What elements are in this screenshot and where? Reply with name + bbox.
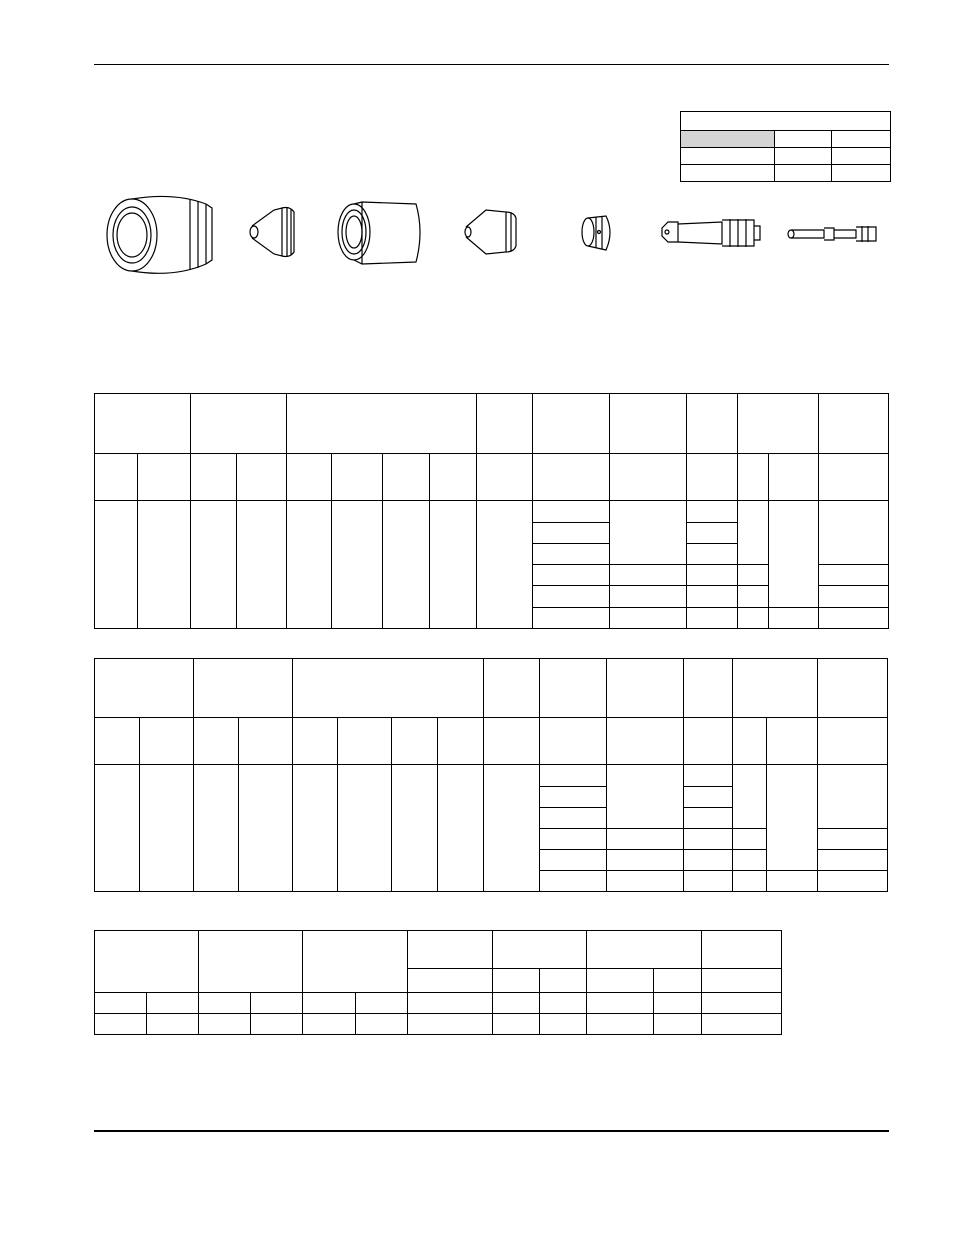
table-b-cell	[95, 765, 140, 892]
table-a-cell	[191, 501, 237, 629]
key-table-cell	[832, 131, 890, 147]
table-a-cell	[533, 543, 610, 564]
table-c-cell	[587, 993, 654, 1014]
table-c-header-cell	[408, 931, 493, 969]
table-c-cell	[540, 1014, 587, 1035]
table-c-cell	[303, 993, 356, 1014]
table-a-cell	[332, 501, 383, 629]
table-a-cell	[533, 607, 610, 628]
table-b-cell	[817, 870, 887, 891]
table-c-header-row-1	[95, 931, 782, 969]
table-c-subheader-cell	[654, 969, 702, 993]
table-b-cell	[732, 765, 766, 828]
table-a-cell	[610, 565, 687, 586]
table-a-cell	[610, 586, 687, 607]
table-c-cell	[251, 993, 303, 1014]
table-a-subheader-cell	[191, 453, 237, 501]
table-a-cell	[138, 501, 191, 629]
table-b-cell	[540, 765, 606, 786]
table-b-cell	[293, 765, 338, 892]
table-a-cell	[383, 501, 430, 629]
shield-drawing	[107, 196, 212, 273]
water-tube-drawing	[788, 226, 876, 242]
table-c-cell	[702, 1014, 782, 1035]
table-c-cell	[147, 993, 199, 1014]
table-a-subheader-cell	[738, 453, 769, 501]
table-a-header-cell	[687, 394, 738, 454]
table-c-subheader-cell	[540, 969, 587, 993]
key-table-cell-shaded	[681, 131, 775, 147]
table-b-header-cell	[732, 659, 817, 718]
table-a-cell	[819, 501, 889, 565]
table-b-cell	[683, 849, 732, 870]
table-c-cell	[356, 993, 408, 1014]
table-b-header-cell	[293, 659, 484, 718]
table-c-header-cell	[702, 931, 782, 969]
retaining-cap-drawing	[338, 202, 420, 264]
table-b-subheader-cell	[732, 718, 766, 765]
header-rule	[94, 64, 889, 65]
table-c-cell	[654, 993, 702, 1014]
key-table-cell	[681, 148, 775, 164]
table-a-subheader-cell	[287, 453, 332, 501]
swirl-ring-drawing	[582, 216, 610, 250]
table-c-subheader-cell	[493, 969, 540, 993]
table-c-header-cell	[493, 931, 587, 969]
table-b-subheader-cell	[817, 718, 887, 765]
table-b-subheader-cell	[239, 718, 293, 765]
table-b-subheader-cell	[95, 718, 140, 765]
table-b-cell	[540, 828, 606, 849]
table-b-subheader-cell	[293, 718, 338, 765]
table-a-subheader-cell	[610, 453, 687, 501]
table-a-cell	[95, 501, 138, 629]
table-a-subheader-cell	[95, 453, 138, 501]
table-b-header-row-1	[95, 659, 888, 718]
key-table-title-row	[681, 112, 890, 131]
cut-chart-table-a	[94, 393, 889, 629]
table-a-subheader-cell	[769, 453, 819, 501]
table-a-header-cell	[477, 394, 533, 454]
table-a-subheader-cell	[477, 453, 533, 501]
table-a-cell	[533, 522, 610, 543]
table-c-header-cell	[95, 931, 199, 993]
table-c-cell	[95, 993, 147, 1014]
table-a-subheader-cell	[237, 453, 287, 501]
key-table-row	[681, 165, 890, 182]
table-b-cell	[194, 765, 239, 892]
nozzle-retaining-cap-drawing	[250, 207, 294, 257]
electrode-drawing	[662, 219, 760, 247]
table-c-cell	[95, 1014, 147, 1035]
table-a-cell	[738, 586, 769, 607]
table-a-cell	[687, 607, 738, 628]
table-a-subheader-cell	[332, 453, 383, 501]
table-b-cell	[606, 828, 683, 849]
table-b-subheader-cell	[683, 718, 732, 765]
table-a-header-cell	[819, 394, 889, 454]
table-b-header-cell	[683, 659, 732, 718]
table-a-subheader-cell	[383, 453, 430, 501]
table-b-cell	[766, 870, 817, 891]
table-b-row	[95, 765, 888, 786]
table-b-subheader-cell	[194, 718, 239, 765]
footer-rule	[94, 1130, 889, 1132]
table-b-cell	[683, 807, 732, 828]
table-a-cell	[687, 543, 738, 564]
table-a-header-cell	[95, 394, 191, 454]
table-a-cell	[533, 586, 610, 607]
consumables-figure	[94, 188, 894, 283]
table-c-cell	[356, 1014, 408, 1035]
table-c-cell	[587, 1014, 654, 1035]
table-b-cell	[392, 765, 438, 892]
table-c-cell	[408, 1014, 493, 1035]
table-a-subheader-cell	[687, 453, 738, 501]
table-b-cell	[732, 870, 766, 891]
table-a-header-cell	[533, 394, 610, 454]
key-table-cell	[832, 148, 890, 164]
table-b-cell	[732, 828, 766, 849]
table-c-header-cell	[303, 931, 408, 993]
table-b-header-cell	[817, 659, 887, 718]
table-b-cell	[140, 765, 194, 892]
table-a-cell	[430, 501, 477, 629]
cut-chart-table-b	[94, 658, 888, 892]
table-a-cell	[687, 586, 738, 607]
table-b-cell	[606, 870, 683, 891]
table-c-row	[95, 993, 782, 1014]
table-b-subheader-cell	[766, 718, 817, 765]
table-a-header-row-2	[95, 453, 889, 501]
table-a-cell	[610, 607, 687, 628]
table-a-cell	[533, 501, 610, 522]
table-a-cell	[287, 501, 332, 629]
table-a-subheader-cell	[138, 453, 191, 501]
table-c-cell	[654, 1014, 702, 1035]
key-table-cell	[775, 148, 832, 164]
table-c-subheader-cell	[702, 969, 782, 993]
table-a-cell	[687, 522, 738, 543]
key-table-cell	[775, 165, 832, 182]
table-a-cell	[769, 501, 819, 607]
key-table	[680, 111, 891, 182]
table-b-cell	[766, 765, 817, 870]
table-b-subheader-cell	[438, 718, 484, 765]
table-b-subheader-cell	[140, 718, 194, 765]
table-b-subheader-cell	[606, 718, 683, 765]
table-b-cell	[540, 807, 606, 828]
table-a-cell	[237, 501, 287, 629]
table-b-header-cell	[194, 659, 293, 718]
table-b-cell	[438, 765, 484, 892]
table-a-subheader-cell	[430, 453, 477, 501]
key-table-row	[681, 148, 890, 165]
key-table-cell	[775, 131, 832, 147]
table-c-cell	[493, 1014, 540, 1035]
table-b-cell	[540, 849, 606, 870]
table-b-cell	[817, 849, 887, 870]
table-b-header-cell	[95, 659, 194, 718]
table-a-cell	[687, 565, 738, 586]
table-c-cell	[147, 1014, 199, 1035]
table-c-cell	[408, 993, 493, 1014]
table-b-cell	[540, 870, 606, 891]
table-a-subheader-cell	[533, 453, 610, 501]
table-a-cell	[610, 501, 687, 565]
key-table-cell	[832, 165, 890, 182]
table-c-cell	[493, 993, 540, 1014]
table-a-cell	[819, 565, 889, 586]
table-b-subheader-cell	[338, 718, 392, 765]
table-b-cell	[338, 765, 392, 892]
key-table-cell	[681, 165, 775, 182]
table-a-header-cell	[738, 394, 819, 454]
table-b-cell	[732, 849, 766, 870]
key-table-row	[681, 131, 890, 148]
table-a-cell	[819, 607, 889, 628]
table-b-cell	[683, 828, 732, 849]
table-a-cell	[769, 607, 819, 628]
table-a-cell	[533, 565, 610, 586]
table-b-cell	[239, 765, 293, 892]
table-b-cell	[683, 870, 732, 891]
table-b-cell	[606, 849, 683, 870]
table-b-subheader-cell	[540, 718, 606, 765]
table-c-cell	[303, 1014, 356, 1035]
table-a-header-row-1	[95, 394, 889, 454]
table-a-cell	[819, 586, 889, 607]
table-c-row	[95, 1014, 782, 1035]
table-a-header-cell	[287, 394, 477, 454]
table-b-cell	[540, 786, 606, 807]
table-a-cell	[738, 565, 769, 586]
table-a-cell	[687, 501, 738, 522]
table-b-cell	[683, 786, 732, 807]
table-c-cell	[199, 1014, 251, 1035]
table-a-cell	[738, 607, 769, 628]
table-b-subheader-cell	[484, 718, 540, 765]
table-c-subheader-cell	[408, 969, 493, 993]
table-c-cell	[702, 993, 782, 1014]
table-b-header-cell	[540, 659, 606, 718]
table-a-header-cell	[191, 394, 287, 454]
table-b-cell	[817, 828, 887, 849]
table-c-cell	[199, 993, 251, 1014]
table-c-header-cell	[199, 931, 303, 993]
table-a-row	[95, 501, 889, 522]
table-b-cell	[606, 765, 683, 828]
table-b-cell	[683, 765, 732, 786]
table-c-cell	[540, 993, 587, 1014]
table-a-cell	[738, 501, 769, 565]
cut-chart-table-c	[94, 930, 782, 1035]
table-b-header-cell	[484, 659, 540, 718]
table-b-cell	[817, 765, 887, 828]
table-c-cell	[251, 1014, 303, 1035]
table-a-header-cell	[610, 394, 687, 454]
table-b-header-cell	[606, 659, 683, 718]
table-a-subheader-cell	[819, 453, 889, 501]
table-b-header-row-2	[95, 718, 888, 765]
table-b-subheader-cell	[392, 718, 438, 765]
table-c-header-cell	[587, 931, 702, 969]
nozzle-drawing	[465, 210, 516, 254]
table-a-cell	[477, 501, 533, 629]
table-c-subheader-cell	[587, 969, 654, 993]
table-b-cell	[484, 765, 540, 892]
